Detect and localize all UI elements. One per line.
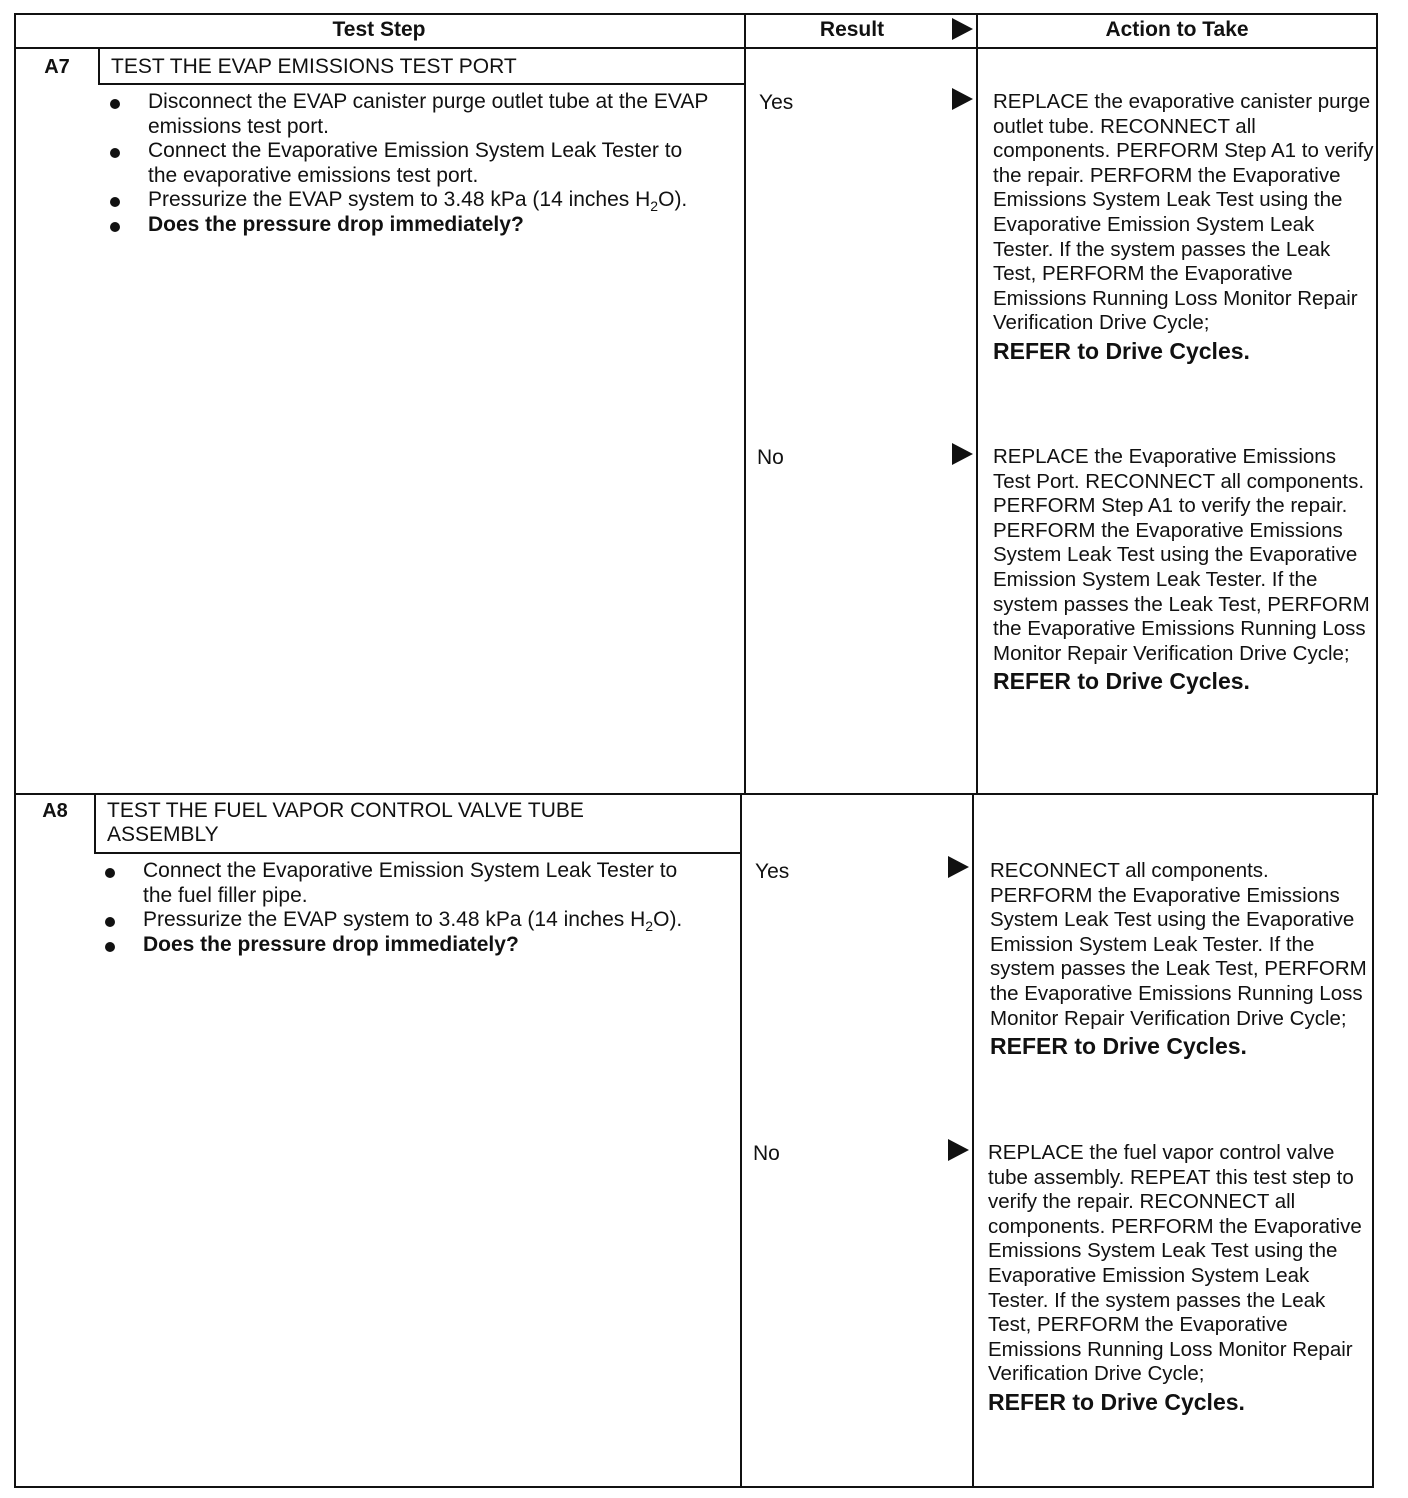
instruction-text: Does the pressure drop immediately? bbox=[143, 932, 519, 956]
table-border-bottom bbox=[14, 1486, 1374, 1488]
table-border-left bbox=[14, 13, 16, 1488]
action-description: RECONNECT all components. PERFORM the Evaporative Emissions System Leak Test using the Evaporative Emission System Leak Tester. If the system passes the Leak Test, PERFORM the Evaporative Emissions Running Loss Monitor Repair Verification Drive Cycle; bbox=[990, 859, 1367, 1030]
action-text bbox=[990, 859, 1374, 1061]
instruction-item bbox=[108, 188, 708, 213]
step-title: TEST THE EVAP EMISSIONS TEST PORT bbox=[111, 55, 517, 78]
result-yes: Yes bbox=[755, 860, 790, 883]
bullet-icon bbox=[110, 99, 120, 109]
row-divider bbox=[14, 793, 1376, 795]
instruction-text: Pressurize the EVAP system to 3.48 kPa (14 inches $H_2O$). bbox=[148, 188, 688, 215]
result-arrow-icon bbox=[948, 1139, 969, 1161]
action-text bbox=[993, 445, 1377, 696]
step-a8-id-divider bbox=[94, 793, 96, 854]
step-id: A8 bbox=[42, 800, 68, 822]
instruction-item bbox=[108, 90, 708, 139]
header-arrow-icon bbox=[952, 18, 973, 40]
instruction-text: Connect the Evaporative Emission System Leak Tester to the fuel filler pipe. bbox=[143, 859, 678, 907]
column-divider-test-step bbox=[740, 793, 742, 1488]
result-no: No bbox=[757, 446, 784, 469]
action-refer: REFER to Drive Cycles. bbox=[993, 668, 1250, 695]
action-refer: REFER to Drive Cycles. bbox=[990, 1033, 1247, 1060]
instruction-question bbox=[108, 213, 708, 238]
header-action: Action to Take bbox=[1105, 18, 1249, 41]
step-title: TEST THE FUEL VAPOR CONTROL VALVE TUBE ASSEMBLY bbox=[107, 799, 584, 846]
step-instructions bbox=[103, 859, 703, 957]
header-result: Result bbox=[819, 18, 885, 41]
action-refer: REFER to Drive Cycles. bbox=[993, 337, 1250, 364]
bullet-icon bbox=[110, 197, 120, 207]
result-arrow-icon bbox=[948, 856, 969, 878]
action-text bbox=[988, 1141, 1372, 1417]
instruction-question bbox=[103, 933, 703, 958]
action-refer: REFER to Drive Cycles. bbox=[988, 1388, 1245, 1415]
result-arrow-icon bbox=[952, 443, 973, 465]
action-description: REPLACE the fuel vapor control valve tube assembly. REPEAT this test step to verify the repair. RECONNECT all components. PERFORM the Evaporative Emissions System Leak Test using the Evaporative Emission System Leak Tester. If the system passes the Leak Test, PERFORM the Evaporative Emissions Running Loss Monitor Repair Verification Drive Cycle; bbox=[988, 1141, 1362, 1386]
result-yes: Yes bbox=[759, 91, 794, 114]
step-a7-id-divider bbox=[98, 47, 100, 85]
action-text bbox=[993, 90, 1377, 366]
step-instructions bbox=[108, 90, 708, 237]
column-divider-action bbox=[976, 13, 978, 793]
instruction-text: Disconnect the EVAP canister purge outlet tube at the EVAP emissions test port. bbox=[148, 90, 708, 138]
step-id: A7 bbox=[44, 56, 70, 78]
result-arrow-icon bbox=[952, 88, 973, 110]
bullet-icon bbox=[105, 942, 115, 952]
bullet-icon bbox=[110, 148, 120, 158]
header-test-step: Test Step bbox=[332, 18, 426, 41]
step-a8-title-underline bbox=[94, 852, 742, 854]
instruction-text: Pressurize the EVAP system to 3.48 kPa (14 inches $H_2O$). bbox=[143, 908, 683, 935]
table-border-top bbox=[14, 13, 1378, 15]
action-description: REPLACE the evaporative canister purge outlet tube. RECONNECT all components. PERFORM Step A1 to verify the repair. PERFORM the Evaporative Emissions System Leak Test using the Evaporative Emission System Leak Tester. If the system passes the Leak Test, PERFORM the Evaporative Emissions Running Loss Monitor Repair Verification Drive Cycle; bbox=[993, 90, 1374, 335]
instruction-item bbox=[103, 908, 703, 933]
instruction-text: Connect the Evaporative Emission System Leak Tester to the evaporative emissions test port. bbox=[148, 139, 683, 187]
column-divider-action bbox=[972, 793, 974, 1488]
instruction-item bbox=[108, 139, 708, 188]
bullet-icon bbox=[105, 917, 115, 927]
step-a7-title-underline bbox=[98, 83, 746, 85]
header-divider bbox=[14, 47, 1378, 49]
bullet-icon bbox=[110, 222, 120, 232]
instruction-text: Does the pressure drop immediately? bbox=[148, 212, 524, 236]
action-description: REPLACE the Evaporative Emissions Test Port. RECONNECT all components. PERFORM Step A1 to verify the repair. PERFORM the Evaporative Emissions System Leak Test using the Evaporative Emission System Leak Tester. If the system passes the Leak Test, PERFORM the Evaporative Emissions Running Loss Monitor Repair Verification Drive Cycle; bbox=[993, 445, 1370, 665]
bullet-icon bbox=[105, 868, 115, 878]
column-divider-test-step bbox=[744, 13, 746, 793]
result-no: No bbox=[753, 1142, 780, 1165]
instruction-item bbox=[103, 859, 703, 908]
